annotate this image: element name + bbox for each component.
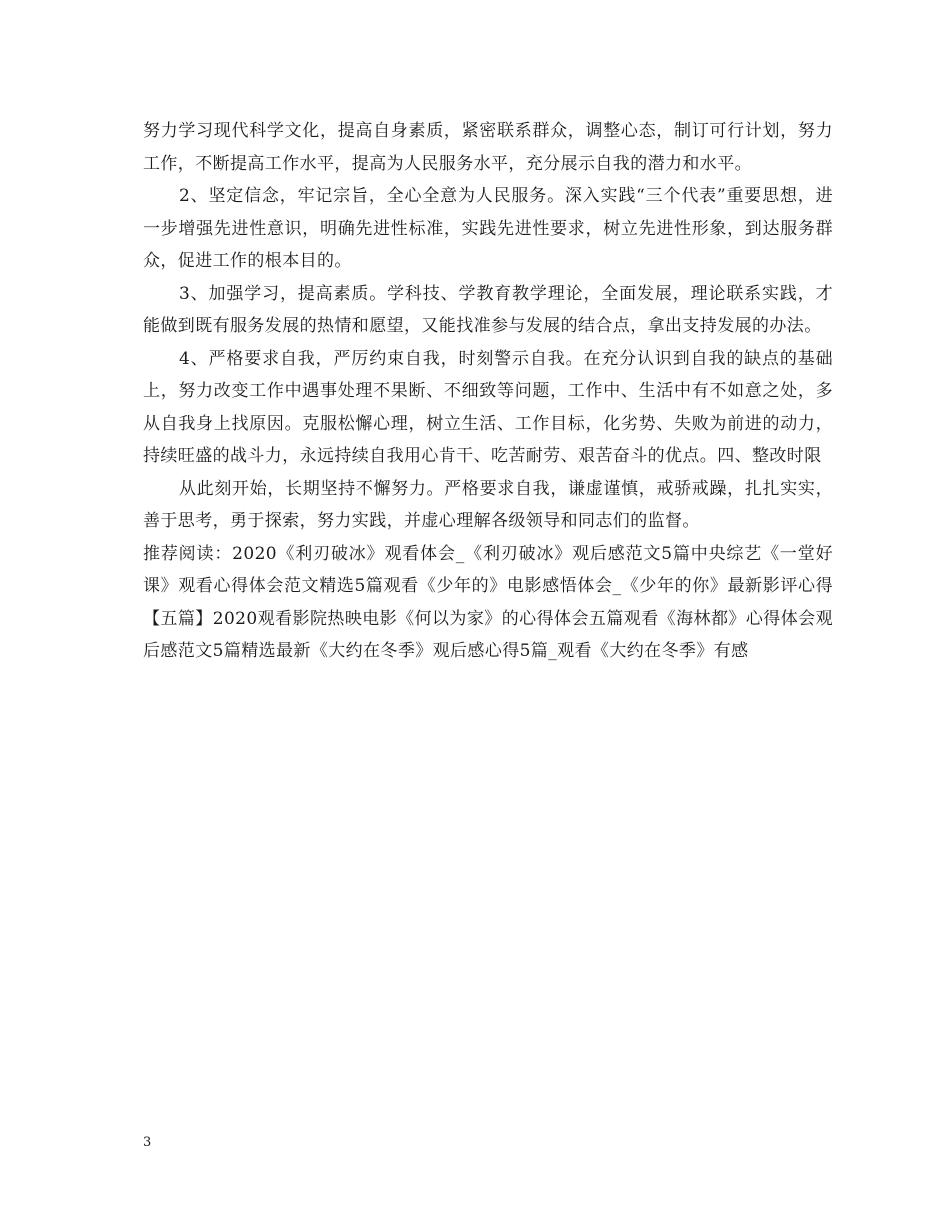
paragraph-item-2: 2、坚定信念，牢记宗旨，全心全意为人民服务。深入实践“三个代表”重要思想，进一步增强先进性意识，明确先进性标准，实践先进性要求，树立先进性形象，到达服务群众，促进工作的根本目的。 — [143, 186, 833, 271]
recommended-reading: 推荐阅读：2020《利刃破冰》观看体会_《利刃破冰》观后感范文5篇中央综艺《一堂好课》观看心得体会范文精选5篇观看《少年的》电影感悟体会_《少年的你》最新影评心得【五篇】2020观看影院热映电影《何以为家》的心得体会五篇观看《海林都》心得体会观后感范文5篇精选最新《大约在冬季》观后感心得5篇_观看《大约在冬季》有感 — [143, 543, 833, 661]
paragraph-continuation: 努力学习现代科学文化，提高自身素质，紧密联系群众，调整心态，制订可行计划，努力工作，不断提高工作水平，提高为人民服务水平，充分展示自我的潜力和水平。 — [143, 121, 833, 174]
page-number: 3 — [143, 1135, 152, 1150]
document-body — [143, 115, 833, 668]
paragraph-item-3: 3、加强学习，提高素质。学科技、学教育教学理论，全面发展，理论联系实践，才能做到既有服务发展的热情和愿望，又能找准参与发展的结合点，拿出支持发展的办法。 — [143, 283, 833, 336]
paragraph-item-4: 4、严格要求自我，严厉约束自我，时刻警示自我。在充分认识到自我的缺点的基础上，努力改变工作中遇事处理不果断、不细致等问题，工作中、生活中有不如意之处，多从自我身上找原因。克服松懈心理，树立生活、工作目标，化劣势、失败为前进的动力，持续旺盛的战斗力，永远持续自我用心肯干、吃苦耐劳、艰苦奋斗的优点。四、整改时限 — [143, 348, 833, 466]
paragraph-deadline: 从此刻开始，长期坚持不懈努力。严格要求自我，谦虚谨慎，戒骄戒躁，扎扎实实，善于思考，勇于探索，努力实践，并虚心理解各级领导和同志们的监督。 — [143, 478, 833, 531]
